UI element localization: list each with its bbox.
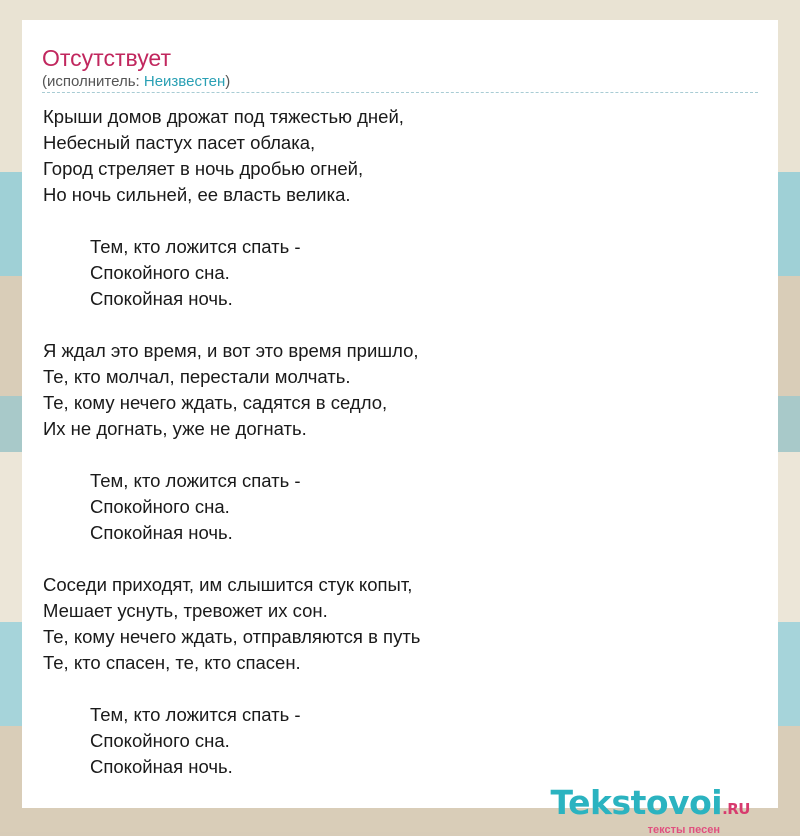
chorus-line: Спокойная ночь. (90, 288, 233, 309)
artist-prefix: (исполнитель: (42, 73, 144, 90)
verse-line: Те, кому нечего ждать, отправляются в путь (43, 626, 421, 647)
artist-line (42, 73, 230, 90)
artist-link[interactable]: Неизвестен (143, 73, 226, 90)
logo-tld: .RU (722, 800, 750, 818)
title-divider (42, 92, 758, 93)
stanza-gap (43, 676, 420, 702)
logo-name: Tekstovoi (550, 783, 723, 822)
chorus-line: Спокойного сна. (90, 262, 230, 283)
chorus-line: Спокойного сна. (90, 730, 230, 751)
lyrics-card (22, 20, 778, 836)
verse-line: Те, кто молчал, перестали молчать. (43, 366, 351, 387)
site-logo[interactable] (550, 783, 750, 836)
stanza-gap (43, 312, 420, 338)
verse-line: Город стреляет в ночь дробью огней, (43, 158, 364, 179)
lyrics-body (43, 104, 420, 780)
chorus-line: Тем, кто ложится спать - (90, 470, 301, 491)
verse-line: Небесный пастух пасет облака, (43, 132, 316, 153)
logo-tagline: тексты песен (647, 824, 720, 836)
chorus-line: Спокойного сна. (90, 496, 230, 517)
verse-line: Мешает уснуть, тревожет их сон. (43, 600, 328, 621)
chorus-line: Тем, кто ложится спать - (90, 704, 301, 725)
verse-line: Я ждал это время, и вот это время пришло, (43, 340, 419, 361)
verse-line: Те, кому нечего ждать, садятся в седло, (43, 392, 388, 413)
song-title: Отсутствует (42, 45, 171, 71)
stanza-gap (43, 546, 420, 572)
stanza-gap (43, 208, 420, 234)
verse-line: Соседи приходят, им слышится стук копыт, (43, 574, 413, 595)
chorus-line: Спокойная ночь. (90, 756, 233, 777)
verse-line: Но ночь сильней, ее власть велика. (43, 184, 351, 205)
stanza-gap (43, 442, 420, 468)
chorus-line: Спокойная ночь. (90, 522, 233, 543)
verse-line: Те, кто спасен, те, кто спасен. (43, 652, 301, 673)
verse-line: Их не догнать, уже не догнать. (43, 418, 307, 439)
artist-suffix: ) (225, 73, 231, 90)
verse-line: Крыши домов дрожат под тяжестью дней, (43, 106, 404, 127)
chorus-line: Тем, кто ложится спать - (90, 236, 301, 257)
